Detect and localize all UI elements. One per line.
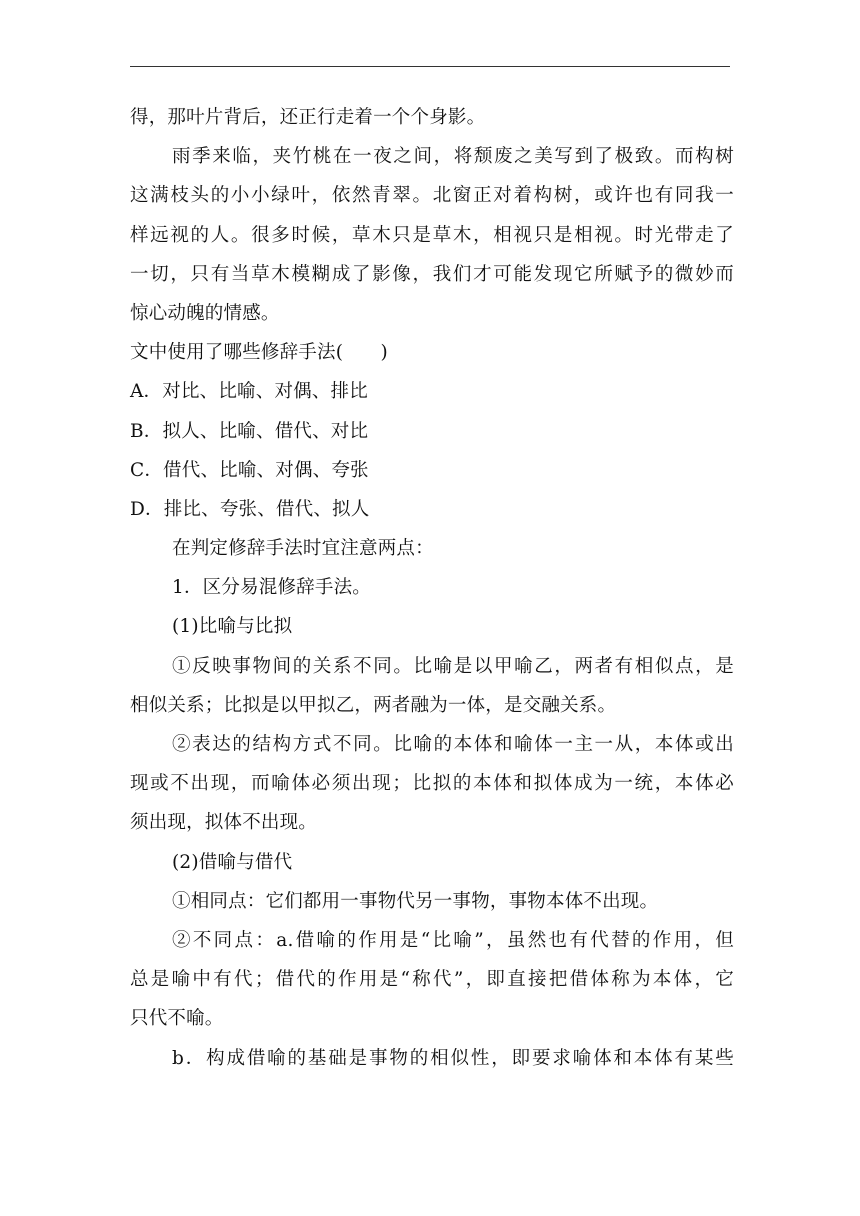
text-line: ②表达的结构方式不同。比喻的本体和喻体一主一从，本体或出 xyxy=(172,734,734,755)
text-line: 相似关系；比拟是以甲拟乙，两者融为一体，是交融关系。 xyxy=(130,694,617,716)
text-line: 得，那叶片背后，还正行走着一个个身影。 xyxy=(130,107,486,128)
text-line: B．拟人、比喻、借代、对比 xyxy=(130,420,369,442)
text-line: D．排比、夸张、借代、拟人 xyxy=(130,498,370,520)
text-line: 现或不出现，而喻体必须出现；比拟的本体和拟体成为一统，本体必 xyxy=(130,773,734,795)
text-line: 文中使用了哪些修辞手法( ) xyxy=(130,342,388,364)
text-line: A．对比、比喻、对偶、排比 xyxy=(130,381,368,403)
text-line: 在判定修辞手法时宜注意两点： xyxy=(172,538,434,560)
text-line: 只代不喻。 xyxy=(130,1008,224,1030)
text-line: b．构成借喻的基础是事物的相似性，即要求喻体和本体有某些 xyxy=(172,1047,734,1069)
text-line: 一切，只有当草木模糊成了影像，我们才可能发现它所赋予的微妙而 xyxy=(130,263,734,285)
text-line: 雨季来临，夹竹桃在一夜之间，将颓废之美写到了极致。而构树 xyxy=(172,146,734,168)
text-line: 惊心动魄的情感。 xyxy=(130,302,280,324)
text-line: 样远视的人。很多时候，草木只是草木，相视只是相视。时光带走了 xyxy=(130,224,734,246)
text-line: C．借代、比喻、对偶、夸张 xyxy=(130,459,369,481)
text-line: 1．区分易混修辞手法。 xyxy=(172,577,371,599)
text-line: (1)比喻与比拟 xyxy=(172,616,293,638)
document-body xyxy=(130,98,734,1078)
text-line: ②不同点：a.借喻的作用是“比喻”，虽然也有代替的作用，但 xyxy=(172,929,734,951)
text-line: 这满枝头的小小绿叶，依然青翠。北窗正对着构树，或许也有同我一 xyxy=(130,185,734,207)
header-rule xyxy=(130,66,730,67)
text-line: 须出现，拟体不出现。 xyxy=(130,812,318,834)
text-line: (2)借喻与借代 xyxy=(172,851,293,873)
text-line: ①反映事物间的关系不同。比喻是以甲喻乙，两者有相似点，是 xyxy=(172,655,734,677)
text-line: 总是喻中有代；借代的作用是“称代”，即直接把借体称为本体，它 xyxy=(130,969,734,991)
text-line: ①相同点：它们都用一事物代另一事物，事物本体不出现。 xyxy=(172,890,659,912)
